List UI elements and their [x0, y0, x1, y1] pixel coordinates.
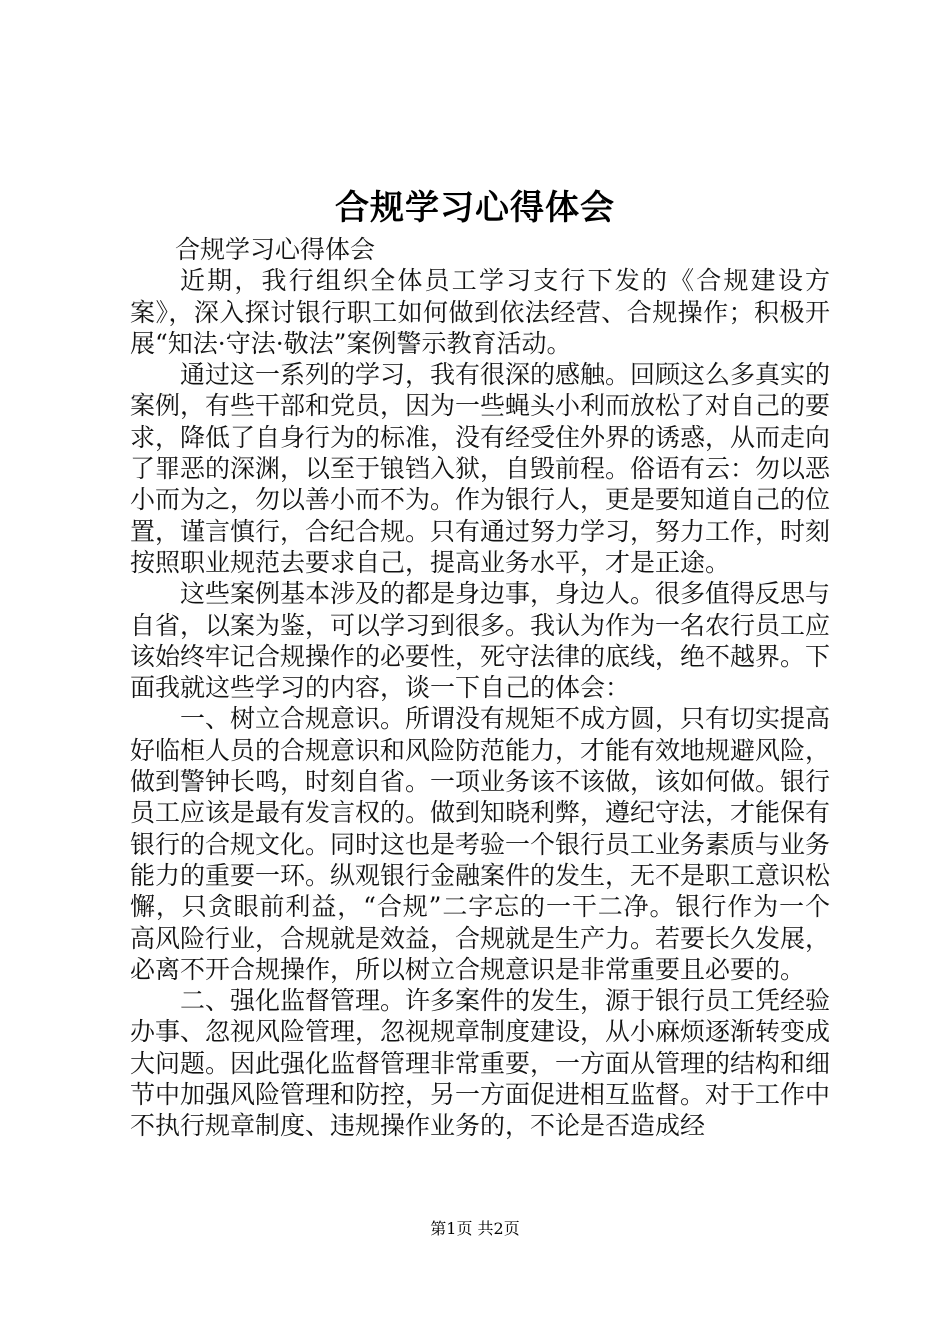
document-subtitle: 合规学习心得体会 — [175, 235, 376, 264]
paragraph: 通过这一系列的学习，我有很深的感触。回顾这么多真实的案例，有些干部和党员，因为一些蝇头小利而放松了对自己的要求，降低了自身行为的标准，没有经受住外界的诱惑，从而走向了罪恶的深渊，以至于锒铛入狱，自毁前程。俗语有云：勿以恶小而为之，勿以善小而不为。作为银行人，更是要知道自己的位置，谨言慎行，合纪合规。只有通过努力学习，努力工作，时刻按照职业规范去要求自己，提高业务水平，才是正途。 — [130, 360, 831, 577]
paragraph: 二、强化监督管理。许多案件的发生，源于银行员工凭经验办事、忽视风险管理，忽视规章制度建设，从小麻烦逐渐转变成大问题。因此强化监督管理非常重要，一方面从管理的结构和细节中加强风险管理和防控，另一方面促进相互监督。对于工作中不执行规章制度、违规操作业务的，不论是否造成经 — [130, 986, 831, 1141]
document-title: 合规学习心得体会 — [335, 188, 615, 228]
paragraph: 一、树立合规意识。所谓没有规矩不成方圆，只有切实提高好临柜人员的合规意识和风险防范能力，才能有效地规避风险，做到警钟长鸣，时刻自省。一项业务该不该做，该如何做。银行员工应该是最有发言权的。做到知晓利弊，遵纪守法，才能保有银行的合规文化。同时这也是考验一个银行员工业务素质与业务能力的重要一环。纵观银行金融案件的发生，无不是职工意识松懈，只贪眼前利益，“合规”二字忘的一干二净。银行作为一个高风险行业，合规就是效益，合规就是生产力。若要长久发展，必离不开合规操作，所以树立合规意识是非常重要且必要的。 — [130, 704, 831, 984]
document-body — [130, 234, 830, 1142]
page-footer: 第1页 共2页 — [430, 1219, 520, 1238]
paragraph: 这些案例基本涉及的都是身边事，身边人。很多值得反思与自省，以案为鉴，可以学习到很多。我认为作为一名农行员工应该始终牢记合规操作的必要性，死守法律的底线，绝不越界。下面我就这些学习的内容，谈一下自己的体会： — [130, 579, 831, 703]
paragraph: 近期，我行组织全体员工学习支行下发的《合规建设方案》，深入探讨银行职工如何做到依法经营、合规操作；积极开展“知法·守法·敬法”案例警示教育活动。 — [130, 266, 830, 358]
